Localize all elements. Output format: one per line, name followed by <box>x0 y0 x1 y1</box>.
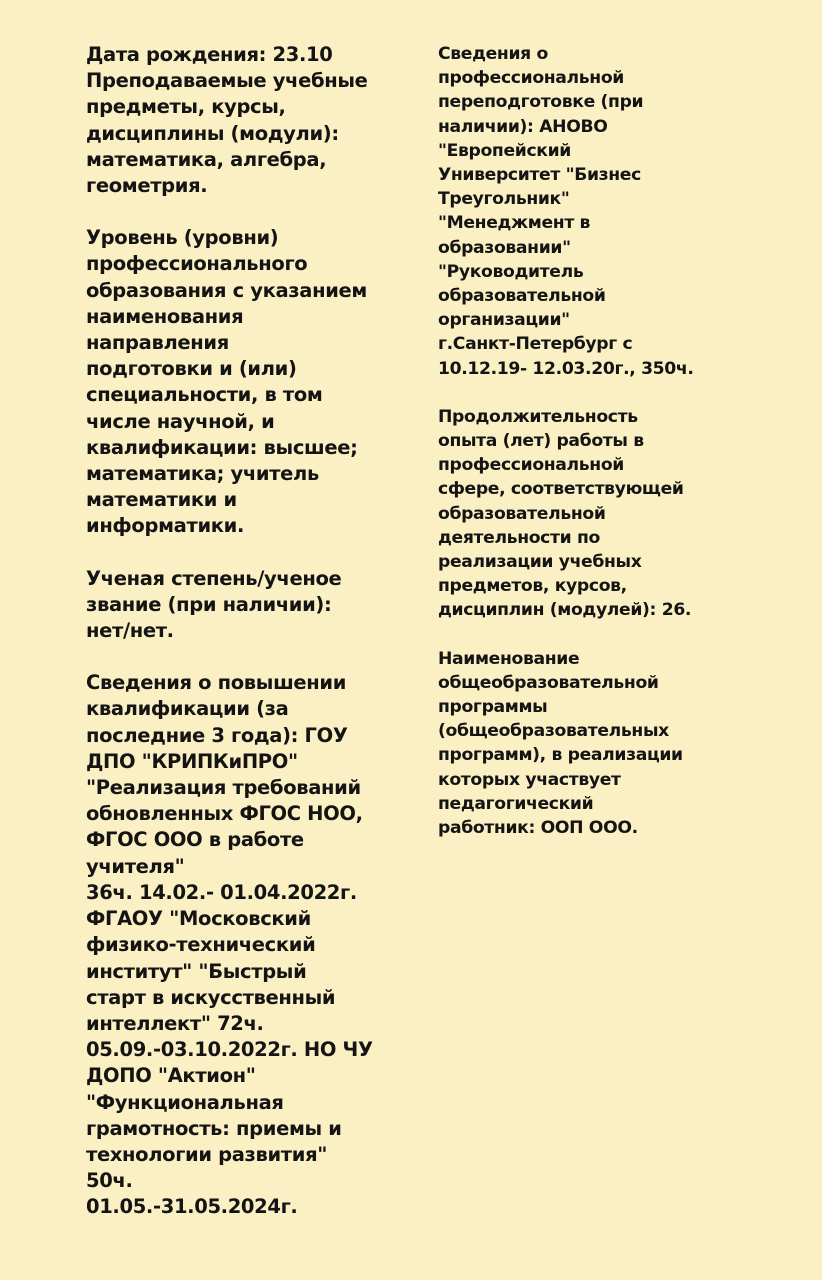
right-column <box>438 42 768 840</box>
program-text: Наименование общеобразовательной программы (общеобразовательных программ), в реализации которых участвует педагогический работник: ООП ООО. <box>438 648 683 839</box>
retraining-text: Сведения о профессиональной переподготовке (при наличии): АНОВО "Европейский Университет "Бизнес Треугольник" "Менеджмент в образовании" "Руководитель образовательной организации" г.Санкт-Петербург с 10.12.19- 12.03.20г., 350ч. <box>438 44 694 379</box>
birth-and-subjects-text: Дата рождения: 23.10 Преподаваемые учебные предметы, курсы, дисциплины (модули): математика, алгебра, геометрия. <box>86 43 368 198</box>
left-column <box>86 42 386 1221</box>
qualification-upgrade-text: Сведения о повышении квалификации (за последние 3 года): ГОУ ДПО "КРИПКиПРО" "Реализация требований обновленных ФГОС НОО, ФГОС ООО в работе учителя" 36ч. 14.02.- 01.04.2022г. ФГАОУ "Московский физико-технический институт" "Быстрый старт в искусственный интеллект" 72ч. 05.09.-03.10.2022г. НО ЧУ ДОПО "Актион" "Функциональная грамотность: приемы и технологии развития" 50ч. 01.05.-31.05.2024г. <box>86 671 373 1219</box>
academic-degree-text: Ученая степень/ученое звание (при наличии): нет/нет. <box>86 566 342 643</box>
education-level-text: Уровень (уровни) профессионального образования с указанием наименования направления подготовки и (или) специальности, в том числе научной, и квалификации: высшее; математика; учитель математики и информатики. <box>86 226 367 538</box>
experience-text: Продолжительность опыта (лет) работы в профессиональной сфере, соответствующей образовательной деятельности по реализации учебных предметов, курсов, дисциплин (модулей): 26. <box>438 406 692 621</box>
